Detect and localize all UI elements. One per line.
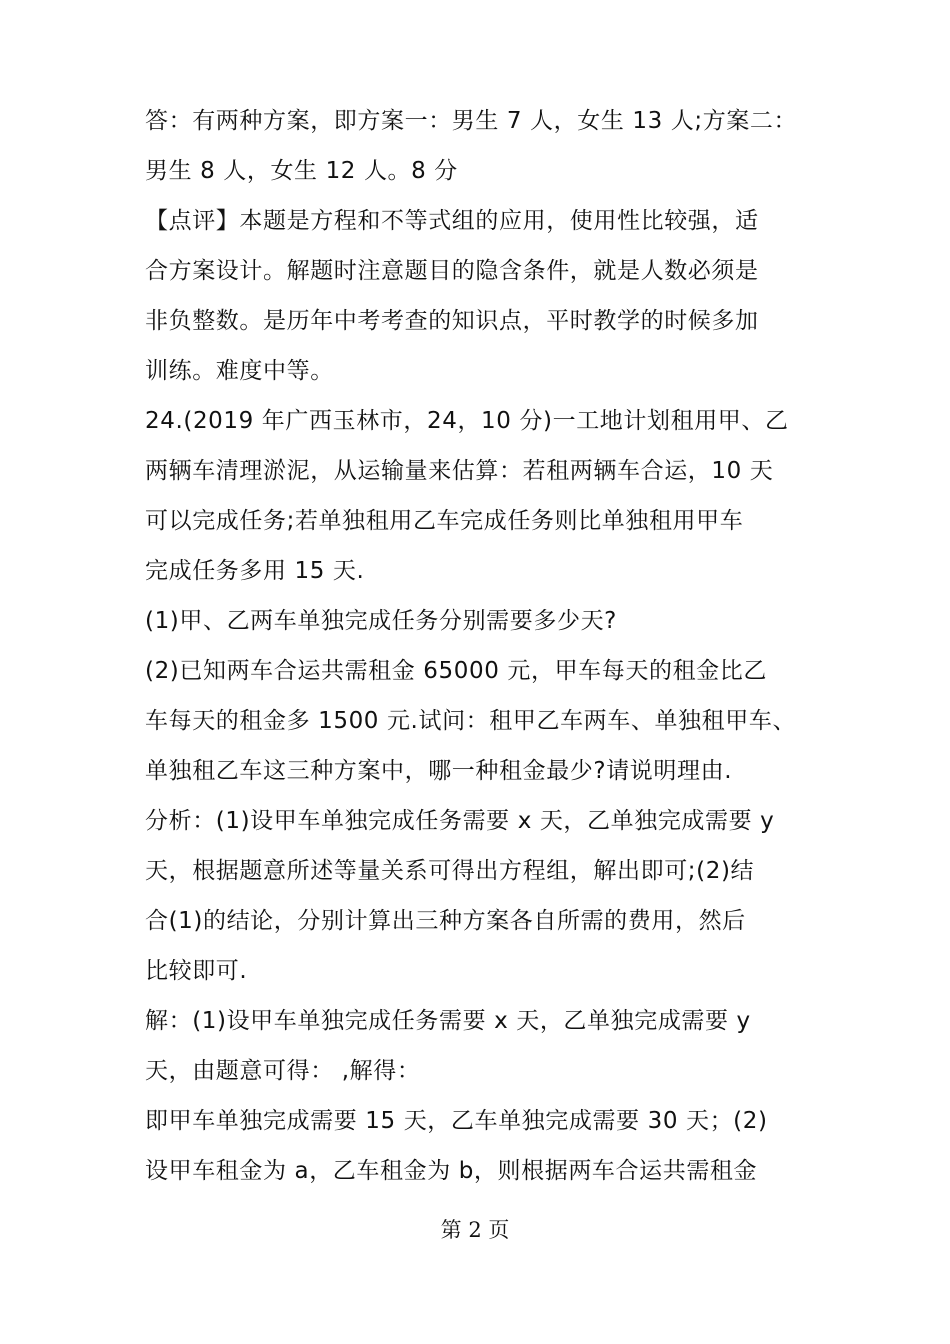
text-line: 车每天的租金多 1500 元.试问：租甲乙车两车、单独租甲车、 xyxy=(145,708,797,734)
page-number: 第 2 页 xyxy=(440,1218,510,1242)
text-line: 解：(1)设甲车单独完成任务需要 x 天，乙单独完成需要 y xyxy=(145,1008,751,1034)
document-body xyxy=(145,96,815,1196)
text-line: 设甲车租金为 a，乙车租金为 b，则根据两车合运共需租金 xyxy=(145,1158,758,1184)
text-line: 合(1)的结论，分别计算出三种方案各自所需的费用，然后 xyxy=(145,908,746,934)
text-line: (2)已知两车合运共需租金 65000 元，甲车每天的租金比乙 xyxy=(145,658,767,684)
text-line: 比较即可. xyxy=(145,958,248,984)
text-line: 完成任务多用 15 天. xyxy=(145,558,365,584)
text-line: 答：有两种方案，即方案一：男生 7 人，女生 13 人;方案二： xyxy=(145,108,798,134)
text-line: 非负整数。是历年中考考查的知识点，平时教学的时候多加 xyxy=(145,308,759,334)
text-line: (1)甲、乙两车单独完成任务分别需要多少天? xyxy=(145,608,617,634)
text-line: 分析：(1)设甲车单独完成任务需要 x 天，乙单独完成需要 y xyxy=(145,808,775,834)
text-line: 24.(2019 年广西玉林市，24，10 分)一工地计划租用甲、乙 xyxy=(145,408,789,434)
text-line: 两辆车清理淤泥，从运输量来估算：若租两辆车合运，10 天 xyxy=(145,458,774,484)
text-line: 可以完成任务;若单独租用乙车完成任务则比单独租用甲车 xyxy=(145,508,744,534)
text-line: 即甲车单独完成需要 15 天，乙车单独完成需要 30 天；(2) xyxy=(145,1108,768,1134)
text-line: 合方案设计。解题时注意题目的隐含条件，就是人数必须是 xyxy=(145,258,759,284)
text-line: 单独租乙车这三种方案中，哪一种租金最少?请说明理由. xyxy=(145,758,733,784)
text-line: 男生 8 人，女生 12 人。8 分 xyxy=(145,158,458,184)
text-line: 天，由题意可得： ,解得： xyxy=(145,1058,421,1084)
text-line: 训练。难度中等。 xyxy=(145,358,334,384)
text-line: 天，根据题意所述等量关系可得出方程组，解出即可;(2)结 xyxy=(145,858,755,884)
text-line: 【点评】本题是方程和不等式组的应用，使用性比较强，适 xyxy=(145,208,759,234)
